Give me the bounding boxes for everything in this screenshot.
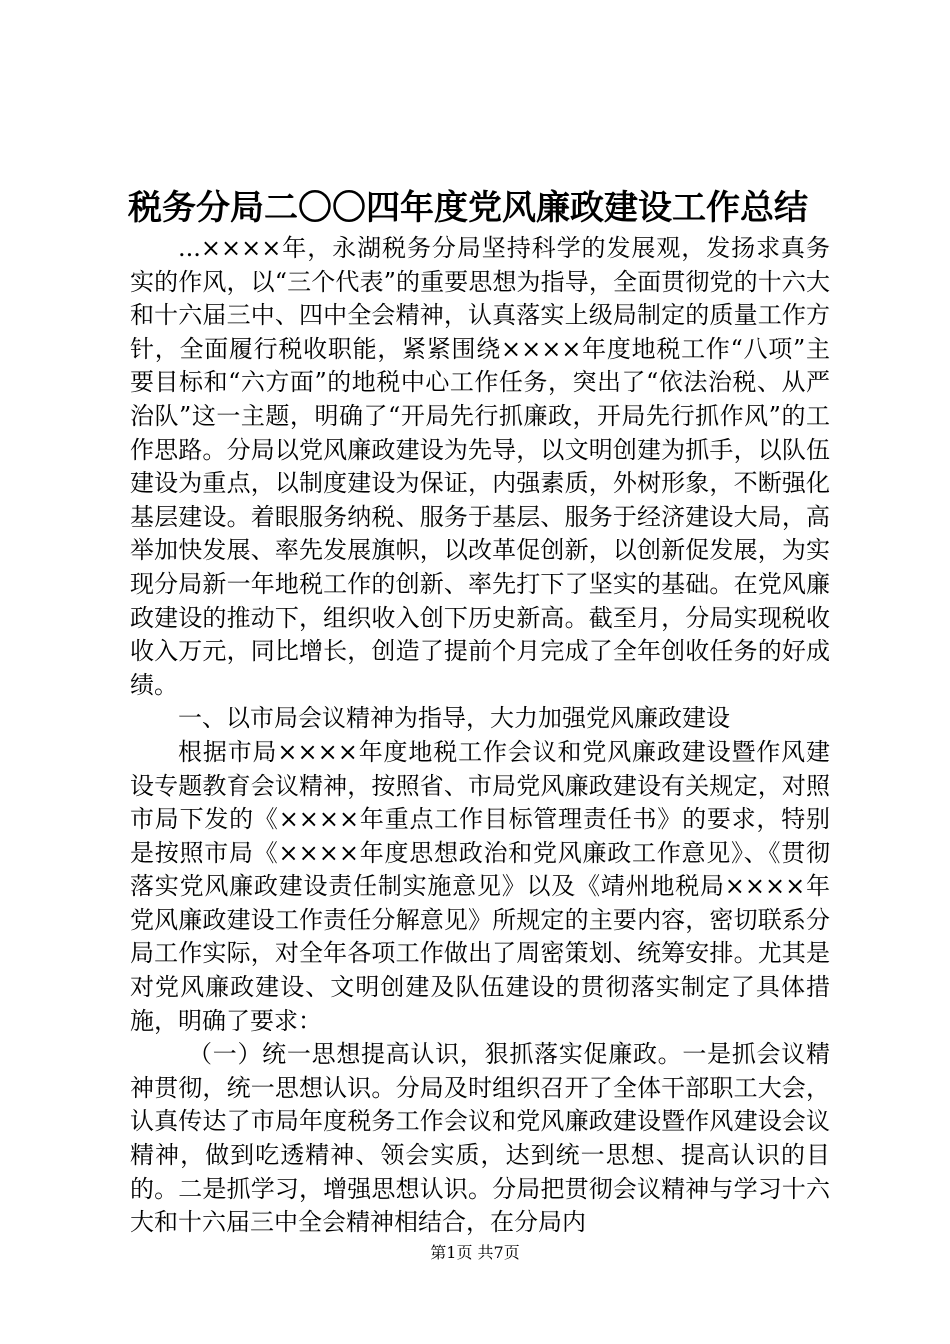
paragraph-subsection-1: （一）统一思想提高认识，狠抓落实促廉政。一是抓会议精神贯彻，统一思想认识。分局及时组织召开了全体干部职工大会，认真传达了市局年度税务工作会议和党风廉政建设暨作风建设会议精神，做到吃透精神、领会实质，达到统一思想、提高认识的目的。二是抓学习，增强思想认识。分局把贯彻会议精神与学习十六大和十六届三中全会精神相结合，在分局内 (130, 1040, 830, 1237)
page-number-footer: 第1页 共7页 (430, 1243, 520, 1262)
document-body (130, 232, 830, 1240)
document-title: 税务分局二〇〇四年度党风廉政建设工作总结 (128, 188, 808, 228)
section-heading-1: 一、以市局会议精神为指导，大力加强党风廉政建设 (178, 704, 730, 733)
paragraph-section-1: 根据市局××××年度地税工作会议和党风廉政建设暨作风建设专题教育会议精神，按照省、市局党风廉政建设有关规定，对照市局下发的《××××年重点工作目标管理责任书》的要求，特别是按照市局《××××年度思想政治和党风廉政工作意见》、《贯彻落实党风廉政建设责任制实施意见》以及《靖州地税局××××年党风廉政建设工作责任分解意见》所规定的主要内容，密切联系分局工作实际，对全年各项工作做出了周密策划、统筹安排。尤其是对党风廉政建设、文明创建及队伍建设的贯彻落实制定了具体措施，明确了要求： (130, 737, 830, 1035)
paragraph-intro: ...××××年，永湖税务分局坚持科学的发展观，发扬求真务实的作风，以“三个代表”的重要思想为指导，全面贯彻党的十六大和十六届三中、四中全会精神，认真落实上级局制定的质量工作方针，全面履行税收职能，紧紧围绕××××年度地税工作“八项”主要目标和“六方面”的地税中心工作任务，突出了“依法治税、从严治队”这一主题，明确了“开局先行抓廉政，开局先行抓作风”的工作思路。分局以党风廉政建设为先导，以文明创建为抓手，以队伍建设为重点，以制度建设为保证，内强素质，外树形象，不断强化基层建设。着眼服务纳税、服务于基层、服务于经济建设大局，高举加快发展、率先发展旗帜，以改革促创新，以创新促发展，为实现分局新一年地税工作的创新、率先打下了坚实的基础。在党风廉政建设的推动下，组织收入创下历史新高。截至月，分局实现税收收入万元，同比增长，创造了提前个月完成了全年创收任务的好成绩。 (130, 234, 830, 699)
